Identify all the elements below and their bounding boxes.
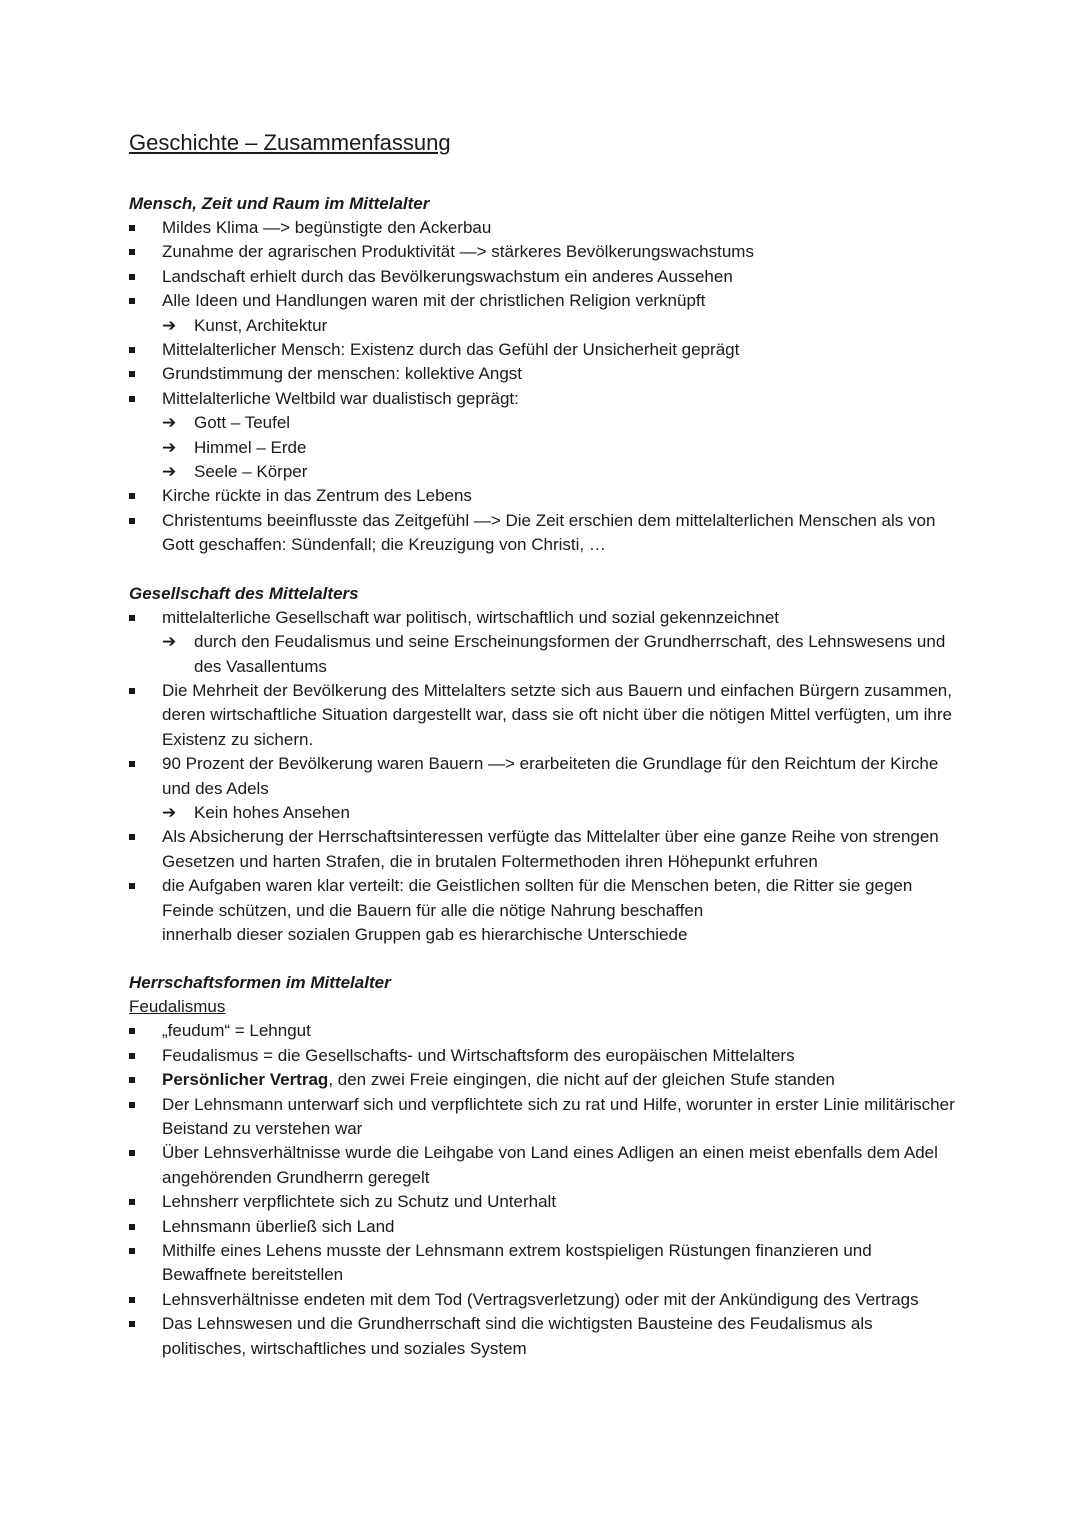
item-text: Lehnsherr verpflichtete sich zu Schutz und Unterhalt	[162, 1192, 557, 1212]
item-text: Mittelalterliche Weltbild war dualistisch geprägt:	[162, 388, 519, 408]
list-item	[129, 1288, 960, 1312]
square-bullet-icon	[129, 1321, 135, 1327]
arrow-right-icon: ➔	[162, 315, 177, 335]
item-text-line	[162, 1093, 960, 1142]
list-item	[129, 1019, 960, 1043]
square-bullet-icon	[129, 1102, 135, 1108]
item-text-line	[162, 752, 960, 801]
item-text-line	[162, 1312, 960, 1361]
item-text: Feudalismus = die Gesellschafts- und Wirtschaftsform des europäischen Mittelalters	[162, 1045, 795, 1065]
list-item	[129, 338, 960, 362]
item-text-line	[162, 362, 960, 386]
item-text: „feudum“ = Lehngut	[162, 1021, 311, 1041]
list-item	[129, 484, 960, 508]
arrow-right-icon: ➔	[162, 437, 177, 457]
item-text: Als Absicherung der Herrschaftsinteressen verfügte das Mittelalter über eine ganze Reihe von strengen Gesetzen und harten Strafen, die in brutalen Foltermethoden ihren Höhepunkt erfuhren	[162, 827, 939, 871]
square-bullet-icon	[129, 249, 135, 255]
item-text-line	[162, 1044, 960, 1068]
item-text-line	[162, 1019, 960, 1043]
item-text: Christentums beeinflusste das Zeitgefühl —> Die Zeit erschien dem mittelalterlichen Menschen als von Gott geschaffen: Sündenfall; die Kreuzigung von Christi, …	[162, 510, 936, 555]
square-bullet-icon	[129, 688, 135, 694]
section-heading: Gesellschaft des Mittelalters	[129, 583, 359, 603]
square-bullet-icon	[129, 298, 135, 304]
item-text: Grundstimmung der menschen: kollektive Angst	[162, 364, 523, 384]
item-text-line	[162, 289, 960, 313]
list-item	[129, 1312, 960, 1361]
item-text: Landschaft erhielt durch das Bevölkerungswachstum ein anderes Aussehen	[162, 266, 733, 286]
item-text: Alle Ideen und Handlungen waren mit der christlichen Religion verknüpft	[162, 291, 706, 311]
item-text: Mittelalterlicher Mensch: Existenz durch das Gefühl der Unsicherheit geprägt	[162, 340, 740, 360]
list-item	[129, 1190, 960, 1214]
sub-item-text: Kunst, Architektur	[194, 315, 328, 335]
list-item	[129, 752, 960, 825]
arrow-right-icon: ➔	[162, 462, 177, 482]
item-text-line	[162, 387, 960, 411]
list-item	[129, 874, 960, 947]
item-text-line	[162, 679, 960, 752]
sub-item-text: Gott – Teufel	[194, 413, 291, 433]
square-bullet-icon	[129, 1297, 135, 1303]
item-text-line	[162, 484, 960, 508]
square-bullet-icon	[129, 371, 135, 377]
square-bullet-icon	[129, 1077, 135, 1083]
sub-item	[162, 801, 960, 825]
list-item	[129, 216, 960, 240]
list-item	[129, 265, 960, 289]
list-item	[129, 1044, 960, 1068]
list-item	[129, 1068, 960, 1092]
item-text: Zunahme der agrarischen Produktivität —> stärkeres Bevölkerungswachstums	[162, 242, 754, 262]
square-bullet-icon	[129, 1224, 135, 1230]
item-text: Lehnsmann überließ sich Land	[162, 1216, 395, 1236]
sub-item	[162, 630, 960, 679]
list-item	[129, 1093, 960, 1142]
arrow-right-icon: ➔	[162, 632, 177, 652]
bullet-list	[129, 216, 960, 558]
item-text: Über Lehnsverhältnisse wurde die Leihgabe von Land eines Adligen an einen meist ebenfalls dem Adel angehörenden Grundherrn geregelt	[162, 1143, 938, 1187]
square-bullet-icon	[129, 274, 135, 280]
sub-item	[162, 460, 960, 484]
sub-item	[162, 411, 960, 435]
item-text-line	[162, 1239, 960, 1288]
item-text-line	[162, 1068, 960, 1092]
square-bullet-icon	[129, 761, 135, 767]
list-item	[129, 387, 960, 485]
item-text-line	[162, 874, 960, 923]
square-bullet-icon	[129, 225, 135, 231]
square-bullet-icon	[129, 347, 135, 353]
item-text-line	[162, 509, 960, 558]
section	[129, 971, 960, 1361]
item-bold-text: Persönlicher Vertrag	[162, 1070, 329, 1090]
item-continuation: innerhalb dieser sozialen Gruppen gab es hierarchische Unterschiede	[162, 924, 688, 944]
square-bullet-icon	[129, 1248, 135, 1254]
list-item	[129, 1215, 960, 1239]
item-text-line	[162, 825, 960, 874]
sub-item-text: Kein hohes Ansehen	[194, 802, 350, 822]
arrow-right-icon: ➔	[162, 413, 177, 433]
item-text-line	[162, 240, 960, 264]
list-item	[129, 240, 960, 264]
sub-item	[162, 314, 960, 338]
square-bullet-icon	[129, 1150, 135, 1156]
page-title: Geschichte – Zusammenfassung	[129, 130, 451, 155]
item-text: Das Lehnswesen und die Grundherrschaft sind die wichtigsten Bausteine des Feudalismus als politisches, wirtschaftliches und soziales System	[162, 1314, 873, 1358]
list-item	[129, 679, 960, 752]
list-item	[129, 362, 960, 386]
bullet-list	[129, 606, 960, 948]
item-text-line	[162, 606, 960, 630]
sub-item-text: Seele – Körper	[194, 462, 308, 482]
item-text-line	[162, 265, 960, 289]
section-subheading: Feudalismus	[129, 997, 226, 1017]
bullet-list	[129, 1019, 960, 1361]
item-text: die Aufgaben waren klar verteilt: die Geistlichen sollten für die Menschen beten, die Ritter sie gegen Feinde schützen, und die Bauern für alle die nötige Nahrung beschaffen	[162, 876, 913, 920]
item-text: Der Lehnsmann unterwarf sich und verpflichtete sich zu rat und Hilfe, worunter in erster Linie militärischer Beistand zu verstehen war	[162, 1094, 955, 1138]
section-heading: Herrschaftsformen im Mittelalter	[129, 973, 391, 993]
list-item	[129, 289, 960, 338]
square-bullet-icon	[129, 615, 135, 621]
item-text-line	[162, 1288, 960, 1312]
sections-container	[129, 192, 960, 1361]
item-text-line	[162, 216, 960, 240]
item-text-line	[162, 1190, 960, 1214]
list-item	[129, 1141, 960, 1190]
section	[129, 192, 960, 558]
square-bullet-icon	[129, 396, 135, 402]
item-text: Lehnsverhältnisse endeten mit dem Tod (Vertragsverletzung) oder mit der Ankündigung des Vertrags	[162, 1289, 919, 1309]
list-item	[129, 1239, 960, 1288]
list-item	[129, 606, 960, 679]
square-bullet-icon	[129, 834, 135, 840]
item-text: Die Mehrheit der Bevölkerung des Mittelalters setzte sich aus Bauern und einfachen Bürgern zusammen, deren wirtschaftliche Situation dargestellt war, dass sie oft nicht über die nötigen Mittel verfügten, um ihre Existenz zu sichern.	[162, 680, 952, 749]
square-bullet-icon	[129, 1028, 135, 1034]
item-text: Mildes Klima —> begünstigte den Ackerbau	[162, 218, 492, 237]
arrow-right-icon: ➔	[162, 802, 177, 822]
sub-item-text: Himmel – Erde	[194, 437, 307, 457]
list-item	[129, 509, 960, 558]
square-bullet-icon	[129, 883, 135, 889]
item-text: mittelalterliche Gesellschaft war politisch, wirtschaftlich und sozial gekennzeichnet	[162, 607, 780, 627]
sub-item-text: durch den Feudalismus und seine Erscheinungsformen der Grundherrschaft, des Lehnswesens und des Vasallentums	[194, 632, 946, 676]
square-bullet-icon	[129, 1199, 135, 1205]
item-text-line	[162, 1141, 960, 1190]
item-text-line	[162, 1215, 960, 1239]
square-bullet-icon	[129, 1053, 135, 1059]
square-bullet-icon	[129, 493, 135, 499]
square-bullet-icon	[129, 518, 135, 524]
list-item	[129, 825, 960, 874]
item-text: , den zwei Freie eingingen, die nicht auf der gleichen Stufe standen	[328, 1070, 835, 1090]
item-text-line	[162, 338, 960, 362]
item-text: Kirche rückte in das Zentrum des Lebens	[162, 486, 472, 506]
sub-item	[162, 436, 960, 460]
item-text: 90 Prozent der Bevölkerung waren Bauern —> erarbeiteten die Grundlage für den Reichtum der Kirche und des Adels	[162, 754, 939, 798]
section	[129, 582, 960, 948]
section-heading: Mensch, Zeit und Raum im Mittelalter	[129, 194, 430, 213]
item-text: Mithilfe eines Lehens musste der Lehnsmann extrem kostspieligen Rüstungen finanzieren und Bewaffnete bereitstellen	[162, 1241, 872, 1285]
